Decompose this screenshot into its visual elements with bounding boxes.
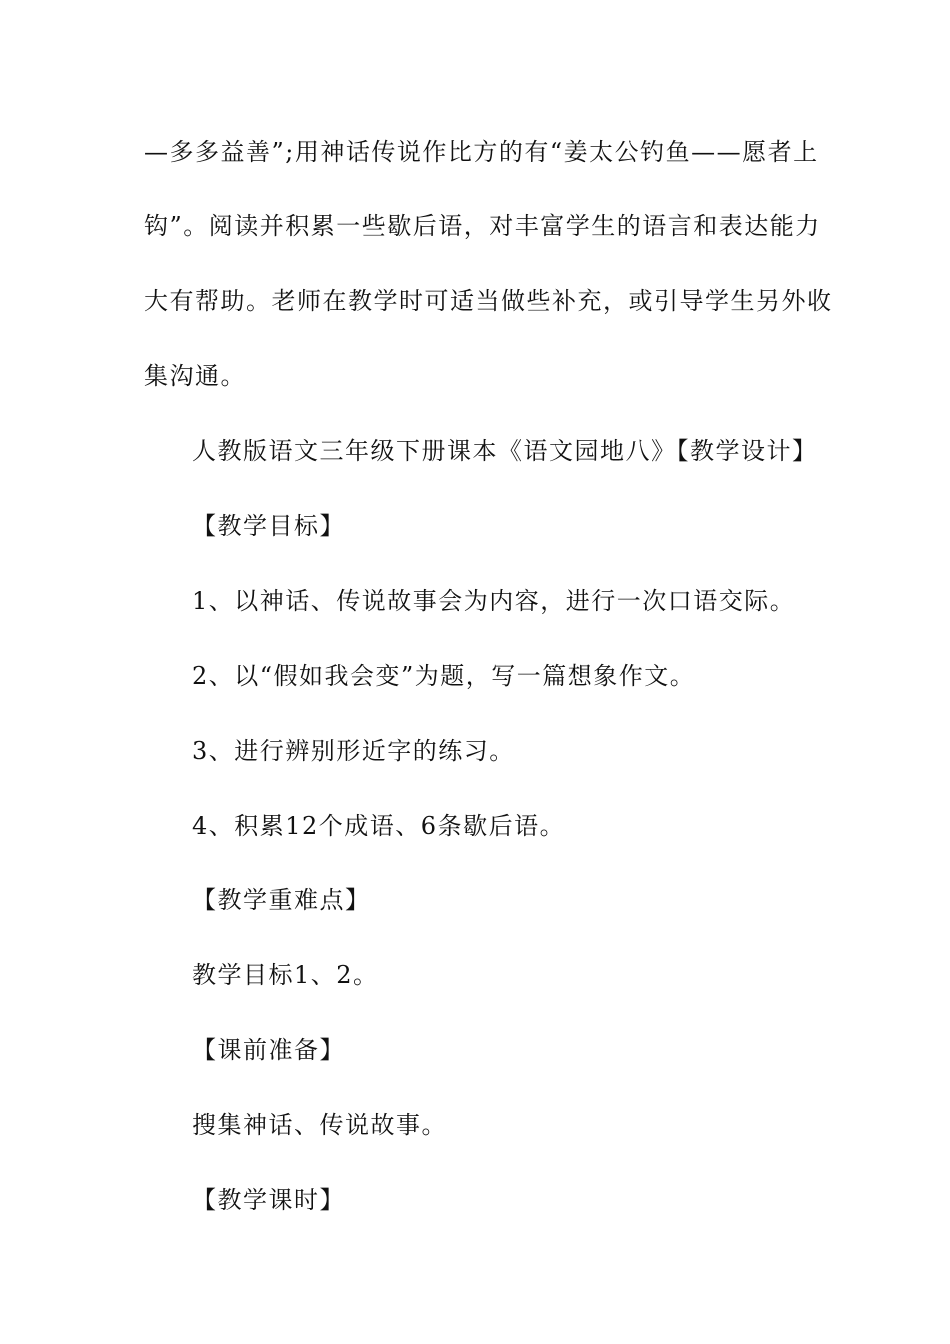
intro-line-1: —多多益善”;用神话传说作比方的有“姜太公钓鱼——愿者上: [144, 138, 819, 166]
preparation-text: 搜集神话、传说故事。: [192, 1111, 447, 1139]
key-points-text: 教学目标1、2。: [192, 961, 379, 989]
intro-line-2: 钩”。阅读并积累一些歇后语，对丰富学生的语言和表达能力: [144, 212, 821, 240]
objective-item-4: 4、积累12个成语、6条歇后语。: [192, 812, 566, 840]
key-points-heading: 【教学重难点】: [192, 886, 371, 914]
intro-line-4: 集沟通。: [144, 362, 246, 390]
objective-item-3: 3、进行辨别形近字的练习。: [192, 737, 515, 765]
preparation-heading: 【课前准备】: [192, 1036, 345, 1064]
objectives-heading: 【教学目标】: [192, 512, 345, 540]
intro-line-3: 大有帮助。老师在教学时可适当做些补充，或引导学生另外收: [144, 287, 833, 315]
lesson-title: 人教版语文三年级下册课本《语文园地八》【教学设计】: [192, 437, 818, 465]
class-hours-heading: 【教学课时】: [192, 1186, 345, 1214]
objective-item-2: 2、以“假如我会变”为题，写一篇想象作文。: [192, 662, 696, 690]
objective-item-1: 1、以神话、传说故事会为内容，进行一次口语交际。: [192, 587, 796, 615]
